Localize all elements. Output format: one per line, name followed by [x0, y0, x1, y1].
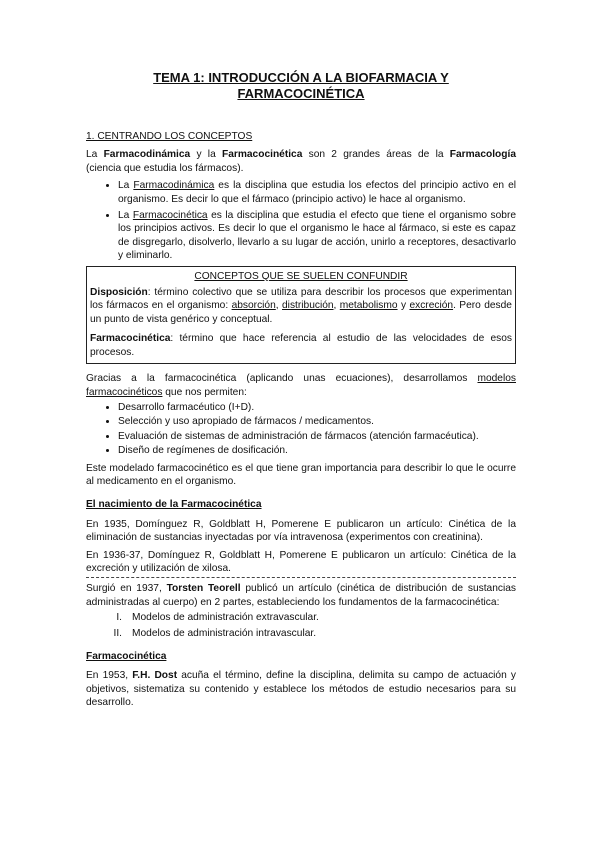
- box-title: CONCEPTOS QUE SE SUELEN CONFUNDIR: [194, 270, 408, 282]
- list-item: • Evaluación de sistemas de administración de fármacos (atención farmacéutica).: [118, 430, 516, 443]
- history-paragraph-2: En 1936-37, Domínguez R, Goldblatt H, Pomerene E publicaron un artículo: Cinética de la excreción y utilización de xilosa.: [86, 549, 516, 574]
- roman-list: [86, 611, 516, 640]
- list-item: • Diseño de regímenes de dosificación.: [118, 444, 516, 457]
- farmacocinetica-definition: Farmacocinética: término que hace referencia al estudio de las velocidades de esos procesos.: [90, 333, 512, 358]
- history-paragraph-3: Surgió en 1937, Torsten Teorell publicó un artículo (cinética de distribución de sustancias administradas al cuerpo) en 2 partes, estableciendo los fundamentos de la farmacocinética:: [86, 583, 516, 608]
- farmacocinetica-heading: Farmacocinética: [86, 651, 167, 662]
- list-item: • La Farmacocinética es la disciplina que estudia el efecto que tiene el organismo sobre los principios activos. Es decir lo que el organismo le hace al fármaco, si este es capaz de disgregarlo, disolverlo, llevarlo a su lugar de acción, unirlo a receptores, desactivarlo y eliminarlo.: [118, 209, 516, 263]
- document-page: [86, 70, 516, 710]
- history-paragraph-1: En 1935, Domínguez R, Goldblatt H, Pomerene E publicaron un artículo: Cinética de la eliminación de sustancias inyectadas por vía intravenosa (experimentos con creatinina).: [86, 518, 516, 544]
- models-list: [86, 401, 516, 458]
- models-paragraph: Gracias a la farmacocinética (aplicando unas ecuaciones), desarrollamos modelos farmacocinéticos que nos permiten:: [86, 373, 516, 398]
- disposicion-definition: Disposición: término colectivo que se utiliza para describir los procesos que experimentan los fármacos en el organismo: absorción, distribución, metabolismo y excreción. Pero desde un punto de vista genérico y conceptual.: [90, 287, 512, 325]
- list-item: I. Modelos de administración extravascular.: [116, 612, 319, 624]
- section-heading: 1. CENTRANDO LOS CONCEPTOS: [86, 131, 253, 142]
- history-heading: El nacimiento de la Farmacocinética: [86, 499, 262, 511]
- list-item: • Desarrollo farmacéutico (I+D).: [118, 401, 516, 414]
- intro-paragraph: La Farmacodinámica y la Farmacocinética son 2 grandes áreas de la Farmacología (ciencia que estudia los fármacos).: [86, 149, 516, 174]
- list-item: • Selección y uso apropiado de fármacos / medicamentos.: [118, 415, 516, 428]
- title-line-1: TEMA 1: INTRODUCCIÓN A LA BIOFARMACIA Y: [153, 70, 449, 85]
- list-item: II. Modelos de administración intravascular.: [113, 627, 317, 639]
- concepts-box: [86, 266, 516, 364]
- document-title: [86, 70, 516, 102]
- title-line-2: FARMACOCINÉTICA: [237, 86, 365, 101]
- models-closing: Este modelado farmacocinético es el que tiene gran importancia para describir lo que le ocurre al medicamento en el organismo.: [86, 462, 516, 487]
- farmacocinetica-paragraph: En 1953, F.H. Dost acuña el término, define la disciplina, delimita su campo de actuación y objetivos, sistematiza su contenido y establece los métodos de estudio necesarios para su desarrollo.: [86, 670, 516, 709]
- dashed-divider: [86, 577, 516, 578]
- list-item: • La Farmacodinámica es la disciplina que estudia los efectos del principio activo en el organismo. Es decir lo que el fármaco (principio activo) le hace al organismo.: [118, 179, 516, 206]
- definitions-list: [86, 179, 516, 262]
